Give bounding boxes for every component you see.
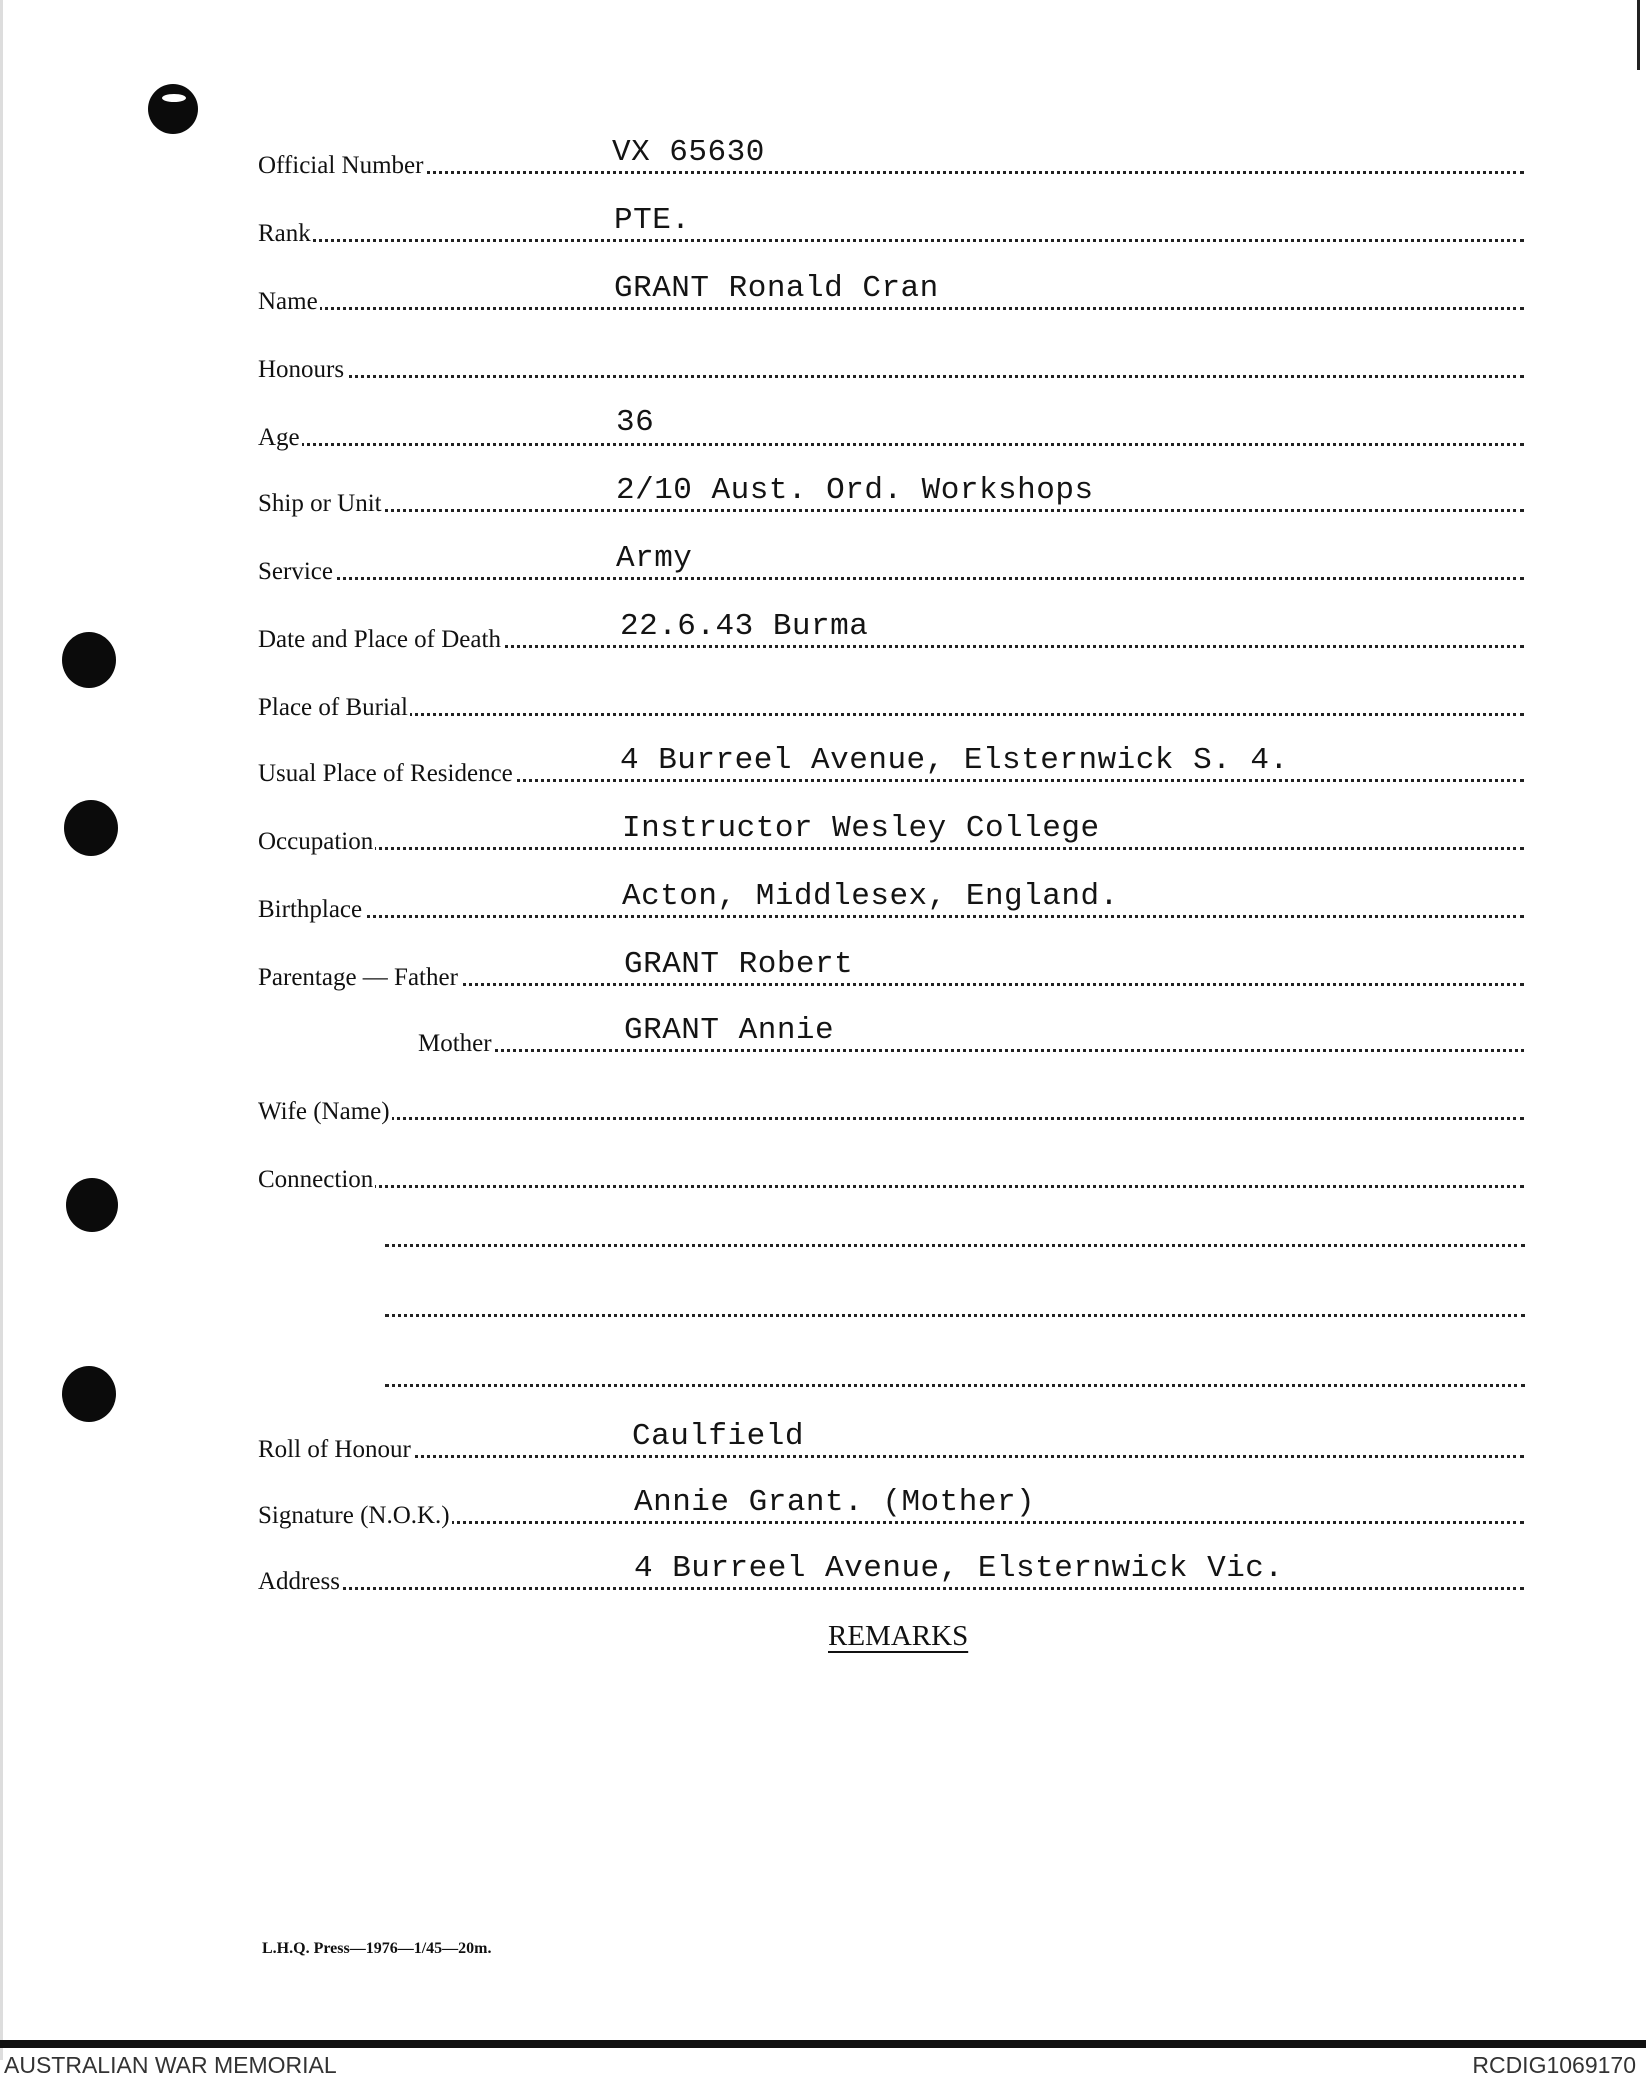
field-value: GRANT Robert [624, 947, 854, 982]
field-usual-residence [258, 743, 1524, 788]
field-age [258, 405, 1524, 452]
field-birthplace [258, 879, 1524, 924]
dotted-leader [258, 713, 1524, 716]
field-service [258, 541, 1524, 586]
field-address [258, 1551, 1524, 1596]
field-value: VX 65630 [612, 135, 765, 170]
field-value: 2/10 Aust. Ord. Workshops [616, 473, 1094, 508]
punch-hole-icon [62, 632, 116, 688]
field-label: Name [258, 288, 318, 315]
field-value: GRANT Ronald Cran [614, 271, 939, 306]
field-roll-of-honour [258, 1419, 1524, 1464]
field-date-place-of-death [258, 609, 1524, 654]
field-label: Roll of Honour [258, 1436, 411, 1463]
connection-blank-line [385, 1384, 1525, 1387]
remarks-heading: REMARKS [828, 1620, 969, 1652]
field-value: Acton, Middlesex, England. [622, 879, 1119, 914]
dotted-leader [258, 1455, 1524, 1458]
field-label: Birthplace [258, 896, 363, 923]
field-place-of-burial [258, 682, 1524, 722]
connection-blank-line [385, 1314, 1525, 1317]
field-label: Date and Place of Death [258, 626, 501, 653]
field-label: Ship or Unit [258, 490, 382, 517]
field-label: Connection [258, 1166, 374, 1193]
field-ship-or-unit [258, 473, 1524, 518]
field-label: Usual Place of Residence [258, 760, 513, 787]
footer-item-id: RCDIG1069170 [1472, 2052, 1636, 2078]
field-wife [258, 1086, 1524, 1126]
field-value: GRANT Annie [624, 1013, 835, 1048]
printer-imprint: L.H.Q. Press—1976—1/45—20m. [262, 1940, 492, 1957]
field-rank [258, 203, 1524, 248]
field-label: Service [258, 558, 333, 585]
field-official-number [258, 135, 1524, 180]
field-value: Instructor Wesley College [622, 811, 1100, 846]
field-mother [258, 1013, 1524, 1058]
dotted-leader [258, 443, 1524, 446]
field-value: Caulfield [632, 1419, 804, 1454]
field-honours [258, 344, 1524, 384]
field-occupation [258, 811, 1524, 856]
dotted-leader [258, 307, 1524, 310]
field-label: Signature (N.O.K.) [258, 1502, 450, 1529]
field-name [258, 271, 1524, 316]
footer-archive-name: AUSTRALIAN WAR MEMORIAL [4, 2052, 337, 2078]
dotted-leader [258, 915, 1524, 918]
field-signature-nok [258, 1485, 1524, 1530]
field-label: Age [258, 424, 300, 451]
field-value: 22.6.43 Burma [620, 609, 869, 644]
field-label: Place of Burial [258, 694, 408, 721]
field-label: Wife (Name) [258, 1098, 390, 1125]
field-father [258, 947, 1524, 992]
dotted-leader [258, 239, 1524, 242]
field-value: Annie Grant. (Mother) [634, 1485, 1036, 1520]
field-label: Honours [258, 356, 345, 383]
dotted-leader [258, 1117, 1524, 1120]
punch-hole-icon [66, 1178, 118, 1232]
field-label: Address [258, 1568, 340, 1595]
punch-hole-icon [148, 84, 198, 134]
bottom-rule [0, 2040, 1646, 2048]
field-label: Occupation [258, 828, 374, 855]
dotted-leader [258, 1185, 1524, 1188]
field-connection [258, 1154, 1524, 1194]
dotted-leader [258, 375, 1524, 378]
punch-hole-icon [62, 1366, 116, 1422]
field-value: Army [616, 541, 693, 576]
field-label: Parentage — Father [258, 964, 458, 991]
dotted-leader [258, 847, 1524, 850]
field-label: Rank [258, 220, 311, 247]
field-value: 4 Burreel Avenue, Elsternwick Vic. [634, 1551, 1284, 1586]
field-value: 4 Burreel Avenue, Elsternwick S. 4. [620, 743, 1289, 778]
dotted-leader [258, 509, 1524, 512]
page-edge-shadow [0, 0, 3, 2060]
dotted-leader [258, 1587, 1524, 1590]
field-value: PTE. [614, 203, 691, 238]
dotted-leader [258, 171, 1524, 174]
page-edge-mark [1637, 0, 1640, 70]
dotted-leader [258, 577, 1524, 580]
connection-blank-line [385, 1244, 1525, 1247]
field-label: Official Number [258, 152, 424, 179]
dotted-leader [418, 1049, 1524, 1052]
field-label: Mother [418, 1030, 492, 1057]
punch-hole-icon [64, 800, 118, 856]
field-value: 36 [616, 405, 655, 440]
